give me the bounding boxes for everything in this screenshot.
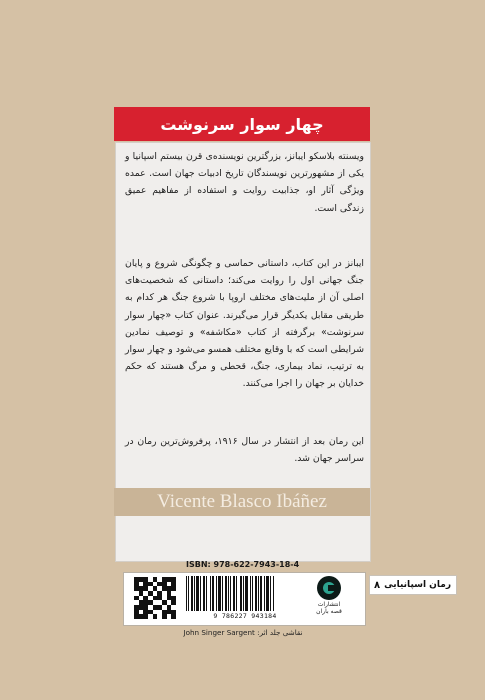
publisher-emblem-icon (317, 576, 341, 600)
qr-code-icon (134, 577, 176, 619)
series-badge (369, 575, 457, 595)
book-title: چهار سوار سرنوشت (114, 107, 370, 141)
series-number: ۸ (374, 579, 381, 591)
isbn-text: ISBN: 978-622-7943-18-4 (186, 560, 300, 569)
synopsis-paragraph-1: ویسنته بلاسکو ایبانز، بزرگترین نویسنده‌ی قرن بیستم اسپانیا و یکی از مشهورترین نویسندگان تاریخ ادبیات جهان است. عمده ویژگی آثار او، جذابیت روایت و استفاده از مفاهیم عمیق زندگی است. (125, 151, 364, 214)
cover-art-credit: نقاشی جلد اثر: John Singer Sargent (183, 628, 303, 637)
author-name: Vicente Blasco Ibáñez (114, 488, 370, 516)
synopsis-paragraph-2: ایبانز در این کتاب، داستانی حماسی و چگونگی شروع و پایان جنگ جهانی اول را روایت می‌کند؛ داستانی که شخصیت‌های اصلی آن از ملیت‌های مختلف اروپا با شروع جنگ هر کدام به طریقی مقابل یکدیگر قرار می‌گیرند. عنوان کتاب «چهار سوار سرنوشت» برگرفته از کتاب «مکاشفه» و توصیف نمادین شرایطی است که با وقایع مختلف همسو می‌شود و چهار سوار به ترتیب، نماد بیماری، جنگ، قحطی و مرگ هستند که حکم خدایان بر جهان را اجرا می‌کنند. (125, 258, 364, 390)
synopsis-paragraph-3: این رمان بعد از انتشار در سال ۱۹۱۶، پرفروش‌ترین رمان در سراسر جهان شد. (125, 436, 364, 465)
publisher-logo (313, 576, 345, 618)
series-label: رمان اسپانیایی (384, 580, 451, 590)
barcode-bars-icon (186, 576, 304, 611)
barcode-number: 9 786227 943184 (213, 612, 277, 620)
barcode (186, 574, 304, 622)
publisher-name: انتشارات قصه باران (316, 601, 342, 615)
